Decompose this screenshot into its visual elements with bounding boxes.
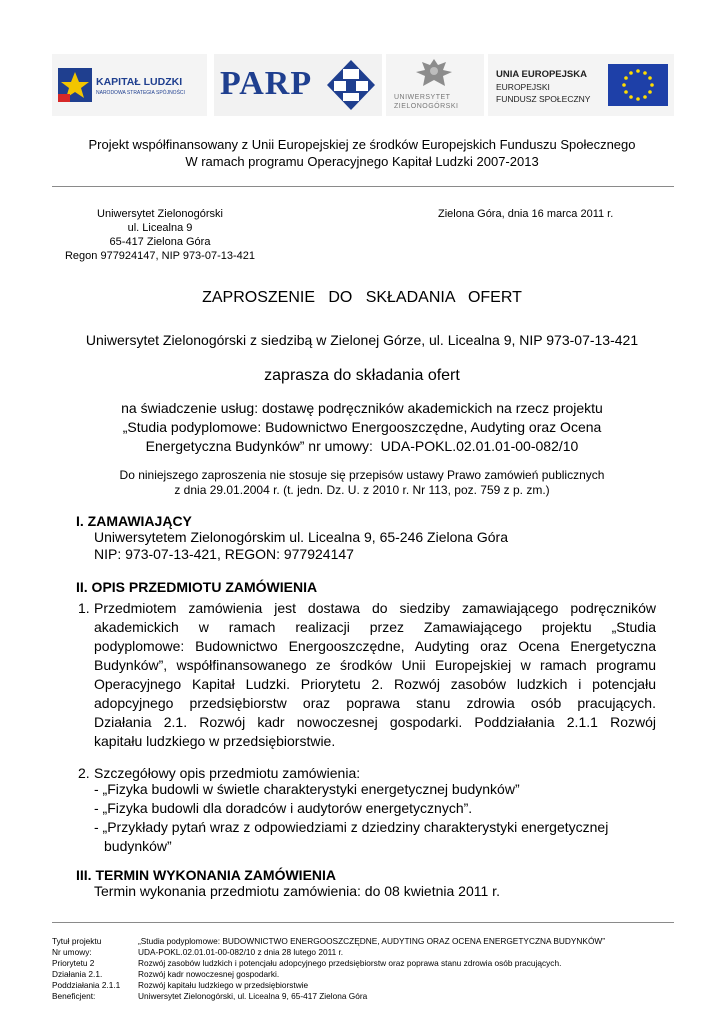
footer-label: Poddziałania 2.1.1 [52,980,121,990]
footer-row [52,991,367,1002]
header-divider [52,186,674,187]
header-program-line: W ramach programu Operacyjnego Kapitał Ludzki 2007-2013 [185,154,539,169]
eu-logo [488,54,674,116]
footer-label: Beneficjent: [52,991,96,1001]
parp-logo-text: PARP [220,65,313,102]
footer-row [52,958,561,969]
parp-logo [214,54,382,116]
document-date: Zielona Góra, dnia 16 marca 2011 r. [438,208,614,220]
service-line-3: Energetyczna Budynków” nr umowy: UDA-POKL.02.01.01-00-082/10 [145,438,579,454]
footer-divider [52,922,674,923]
kapital-ludzki-subtitle: NARODOWA STRATEGIA SPÓJNOŚCI [96,90,185,96]
item-1-line: Operacyjnego Kapitał Ludzki. Priorytetu 2. Rozwój zasobów ludzkich i potencjału [94,676,656,692]
footer-value: UDA-POKL.02.01.01-00-082/10 z dnia 28 lutego 2011 r. [138,947,344,957]
item-1-line: akademickich w ramach realizacji przez Zamawiającego projektu „Studia [94,619,656,635]
footer-row [52,947,343,958]
service-line-1: na świadczenie usług: dostawę podręczników akademickich na rzecz projektu [121,400,603,416]
notice-block [30,468,694,498]
uz-eagle-icon [412,56,456,92]
notice-line-2: z dnia 29.01.2004 r. (t. jedn. Dz. U. z 2010 r. Nr 113, poz. 759 z p. zm.) [174,483,550,497]
intro-line: Uniwersytet Zielonogórski z siedzibą w Zielonej Górze, ul. Licealna 9, NIP 973-07-13-421 [85,332,639,348]
bullet-item-3-cont: budynków” [104,838,172,854]
footer-label: Działania 2.1. [52,969,103,979]
section-1-heading: I. ZAMAWIAJĄCY [76,513,192,529]
footer-value: Uniwersytet Zielonogórski, ul. Licealna 9, 65-417 Zielona Góra [138,991,368,1001]
kapital-ludzki-logo [52,54,207,116]
bullet-list [94,780,674,856]
footer-value: Rozwój kadr nowoczesnej gospodarki. [138,969,280,979]
bullet-item-1: - „Fizyka budowli w świetle charakterystyki energetycznej budynków” [94,781,520,797]
sender-regon: Regon 977924147, NIP 973-07-13-421 [64,250,255,262]
eu-logo-line3: FUNDUSZ SPOŁECZNY [496,94,591,104]
sender-city: 65-417 Zielona Góra [109,236,211,248]
invite-line: zaprasza do składania ofert [264,367,460,384]
page-title: ZAPROSZENIE DO SKŁADANIA OFERT [202,289,522,306]
footer-value: Rozwój zasobów ludzkich i potencjału adopcyjnego przedsiębiorstw oraz poprawa stanu zdrowia osób pracujących. [138,958,562,968]
bullet-item-2: - „Fizyka budowli dla doradców i audytorów energetycznych”. [94,800,473,816]
item-1-text [94,599,656,751]
item-2-text: Szczegółowy opis przedmiotu zamówienia: [94,765,361,781]
footer-row [52,980,308,991]
eu-logo-line1: UNIA EUROPEJSKA [496,69,587,80]
footer-label: Nr umowy: [52,947,92,957]
footer-value: Rozwój kapitału ludzkiego w przedsiębiorstwie [138,980,309,990]
uz-logo-line2: ZIELONOGÓRSKI [394,103,459,110]
item-1-line: kapitału ludzkiego w przedsiębiorstwie. [94,733,336,749]
item-1-line: Przedmiotem zamówienia jest dostawa do siedziby zamawiającego podręczników [94,600,656,616]
sender-block [40,207,280,263]
kapital-ludzki-title: KAPITAŁ LUDZKI [96,76,183,88]
section-2-heading: II. OPIS PRZEDMIOTU ZAMÓWIENIA [76,579,318,595]
uz-logo-line1: UNIWERSYTET [394,94,451,101]
section-1-ids: NIP: 973-07-13-421, REGON: 977924147 [94,546,354,562]
section-1-address: Uniwersytetem Zielonogórskim ul. Licealna 9, 65-246 Zielona Góra [94,529,508,545]
footer-value: „Studia podyplomowe: BUDOWNICTWO ENERGOOSZCZĘDNE, AUDYTING ORAZ OCENA ENERGETYCZNA BUDYNKÓW” [138,936,606,946]
footer-row [52,969,279,980]
item-2-number: 2. [78,765,90,781]
service-block [30,399,694,456]
notice-line-1: Do niniejszego zaproszenia nie stosuje się przepisów ustawy Prawo zamówień publicznych [119,468,605,482]
uz-logo [386,54,484,116]
item-1-line: Budynków”, współfinansowanego ze środków Unii Europejskiej w ramach programu [94,657,656,673]
kapital-ludzki-emblem-icon [58,68,92,102]
eu-flag-icon [608,64,668,106]
sender-street: ul. Licealna 9 [127,222,193,234]
item-1-line: podyplomowe: Budownictwo Energooszczędne, Audyting oraz Ocena Energetyczna [94,638,656,654]
footer-label: Priorytetu 2 [52,958,95,968]
service-line-2: „Studia podyplomowe: Budownictwo Energooszczędne, Audyting oraz Ocena [122,419,602,435]
eu-logo-line2: EUROPEJSKI [496,82,550,92]
footer-label: Tytuł projektu [52,936,102,946]
sender-name: Uniwersytet Zielonogórski [97,208,223,220]
section-3-heading: III. TERMIN WYKONANIA ZAMÓWIENIA [76,867,337,883]
item-1-number: 1. [78,600,90,616]
header-cofinance-line: Projekt współfinansowany z Unii Europejskiej ze środków Europejskich Funduszu Społecznego [88,137,636,152]
bullet-item-3: - „Przykłady pytań wraz z odpowiedziami z dziedziny charakterystyki energetycznej [94,819,609,835]
section-3-deadline: Termin wykonania przedmiotu zamówienia: do 08 kwietnia 2011 r. [94,883,500,899]
item-1-line: Działania 2.1. Rozwój kadr nowoczesnej gospodarki. Poddziałania 2.1.1 Rozwój [94,714,656,730]
item-1-line: adopcyjnego przedsiębiorstw oraz poprawa stanu zdrowia osób pracujących. [94,695,656,711]
parp-diamond-icon [326,59,376,111]
footer-row [52,936,605,947]
